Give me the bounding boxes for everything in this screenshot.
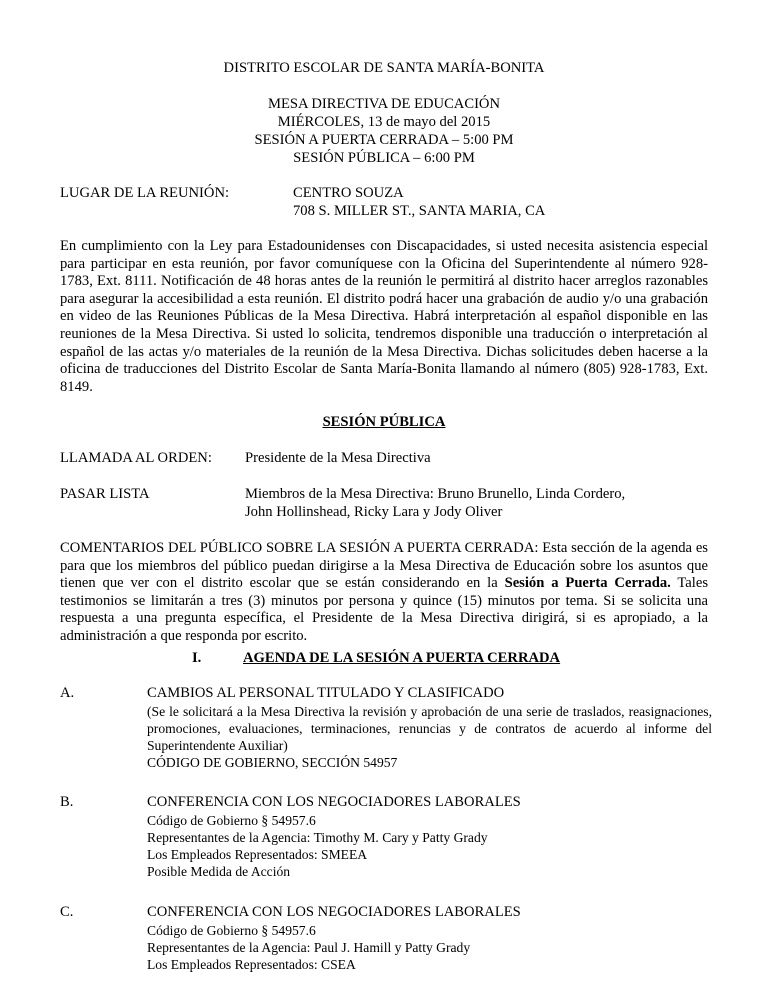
item-b [147,794,712,880]
board-title: MESA DIRECTIVA DE EDUCACIÓN [267,96,501,112]
section-title: AGENDA DE LA SESIÓN A PUERTA CERRADA [243,650,561,666]
call-to-order-label: LLAMADA AL ORDEN: [60,450,212,466]
closed-session-time: SESIÓN A PUERTA CERRADA – 5:00 PM [254,132,514,148]
section-numeral: I. [192,650,202,666]
public-comments-text2: Tales testimonios se limitarán a tres (3) minutos por persona y quince (15) minutos por tema. Si se solicita una respuesta a una pregunta específica, el Presidente de la Mesa Directiva dirigirá, si es apropiado, a la administración a que responda por escrito. [60,575,708,644]
item-c-employees: Los Empleados Representados: CSEA [147,956,356,972]
location-label: LUGAR DE LA REUNIÓN: [60,185,230,201]
public-comments-text1: Esta sección de la agenda es para que los miembros del público puedan dirigirse a la Mesa Directiva de Educación sobre los asuntos que tienen que ver con el distrito escolar que se están considerando en la [60,540,708,592]
public-comments-bold: Sesión a Puerta Cerrada. [504,575,671,592]
item-c-title: CONFERENCIA CON LOS NEGOCIADORES LABORALES [147,904,521,920]
item-a-code: CÓDIGO DE GOBIERNO, SECCIÓN 54957 [147,754,398,770]
district-title: DISTRITO ESCOLAR DE SANTA MARÍA-BONITA [223,60,545,76]
public-session-heading-text: SESIÓN PÚBLICA [322,414,446,430]
item-a-letter: A. [60,685,75,701]
item-b-action: Posible Medida de Acción [147,863,291,879]
item-a-description: (Se le solicitará a la Mesa Directiva la revisión y aprobación de una serie de traslados, reasignaciones, promociones, evaluaciones, terminaciones, renuncias y de contratos de acuerdo al informe del Superintendente Auxiliar) [147,703,712,753]
roll-call-label: PASAR LISTA [60,486,150,502]
meeting-date: MIÉRCOLES, 13 de mayo del 2015 [277,114,491,130]
call-to-order-value: Presidente de la Mesa Directiva [245,450,431,466]
location-address: 708 S. MILLER ST., SANTA MARIA, CA [293,203,546,219]
ada-notice: En cumplimiento con la Ley para Estadounidenses con Discapacidades, si usted necesita asistencia especial para participar en esta reunión, por favor comuníquese con la Oficina del Superintendente al número 928-1783, Ext. 8111. Notificación de 48 horas antes de la reunión le permitirá al distrito hacer arreglos razonables para asegurar la accesibilidad a esta reunión. El distrito podrá hacer una grabación de audio y/o una grabación en video de las Reuniones Públicas de la Mesa Directiva. Habrá interpretación al español disponible en las reuniones de la Mesa Directiva. Si usted lo solicita, tendremos disponible una traducción o interpretación al español de las actas y/o materiales de la reunión de la Mesa Directiva. Dichas solicitudes deben hacerse a la oficina de traducciones del Distrito Escolar de Santa María-Bonita llamando al número (805) 928-1783, Ext. 8149. [60,238,708,395]
roll-call-line1: Miembros de la Mesa Directiva: Bruno Brunello, Linda Cordero, [245,486,626,502]
item-c-letter: C. [60,904,74,920]
public-comments [60,540,708,646]
item-b-agency: Representantes de la Agencia: Timothy M. Cary y Patty Grady [147,829,488,845]
public-session-time: SESIÓN PÚBLICA – 6:00 PM [293,150,475,166]
item-c-agency: Representantes de la Agencia: Paul J. Hamill y Patty Grady [147,939,471,955]
item-b-employees: Los Empleados Representados: SMEEA [147,846,368,862]
item-c-code: Código de Gobierno § 54957.6 [147,922,316,938]
item-a-title: CAMBIOS AL PERSONAL TITULADO Y CLASIFICADO [147,685,505,701]
roll-call-line2: John Hollinshead, Ricky Lara y Jody Oliver [245,504,503,520]
item-c [147,904,712,973]
location-name: CENTRO SOUZA [293,185,404,201]
public-session-heading [60,414,708,432]
item-b-letter: B. [60,794,74,810]
item-b-title: CONFERENCIA CON LOS NEGOCIADORES LABORALES [147,794,521,810]
item-a [147,685,712,771]
public-comments-lead: COMENTARIOS DEL PÚBLICO SOBRE LA SESIÓN A PUERTA CERRADA: [60,540,539,556]
item-b-code: Código de Gobierno § 54957.6 [147,812,316,828]
